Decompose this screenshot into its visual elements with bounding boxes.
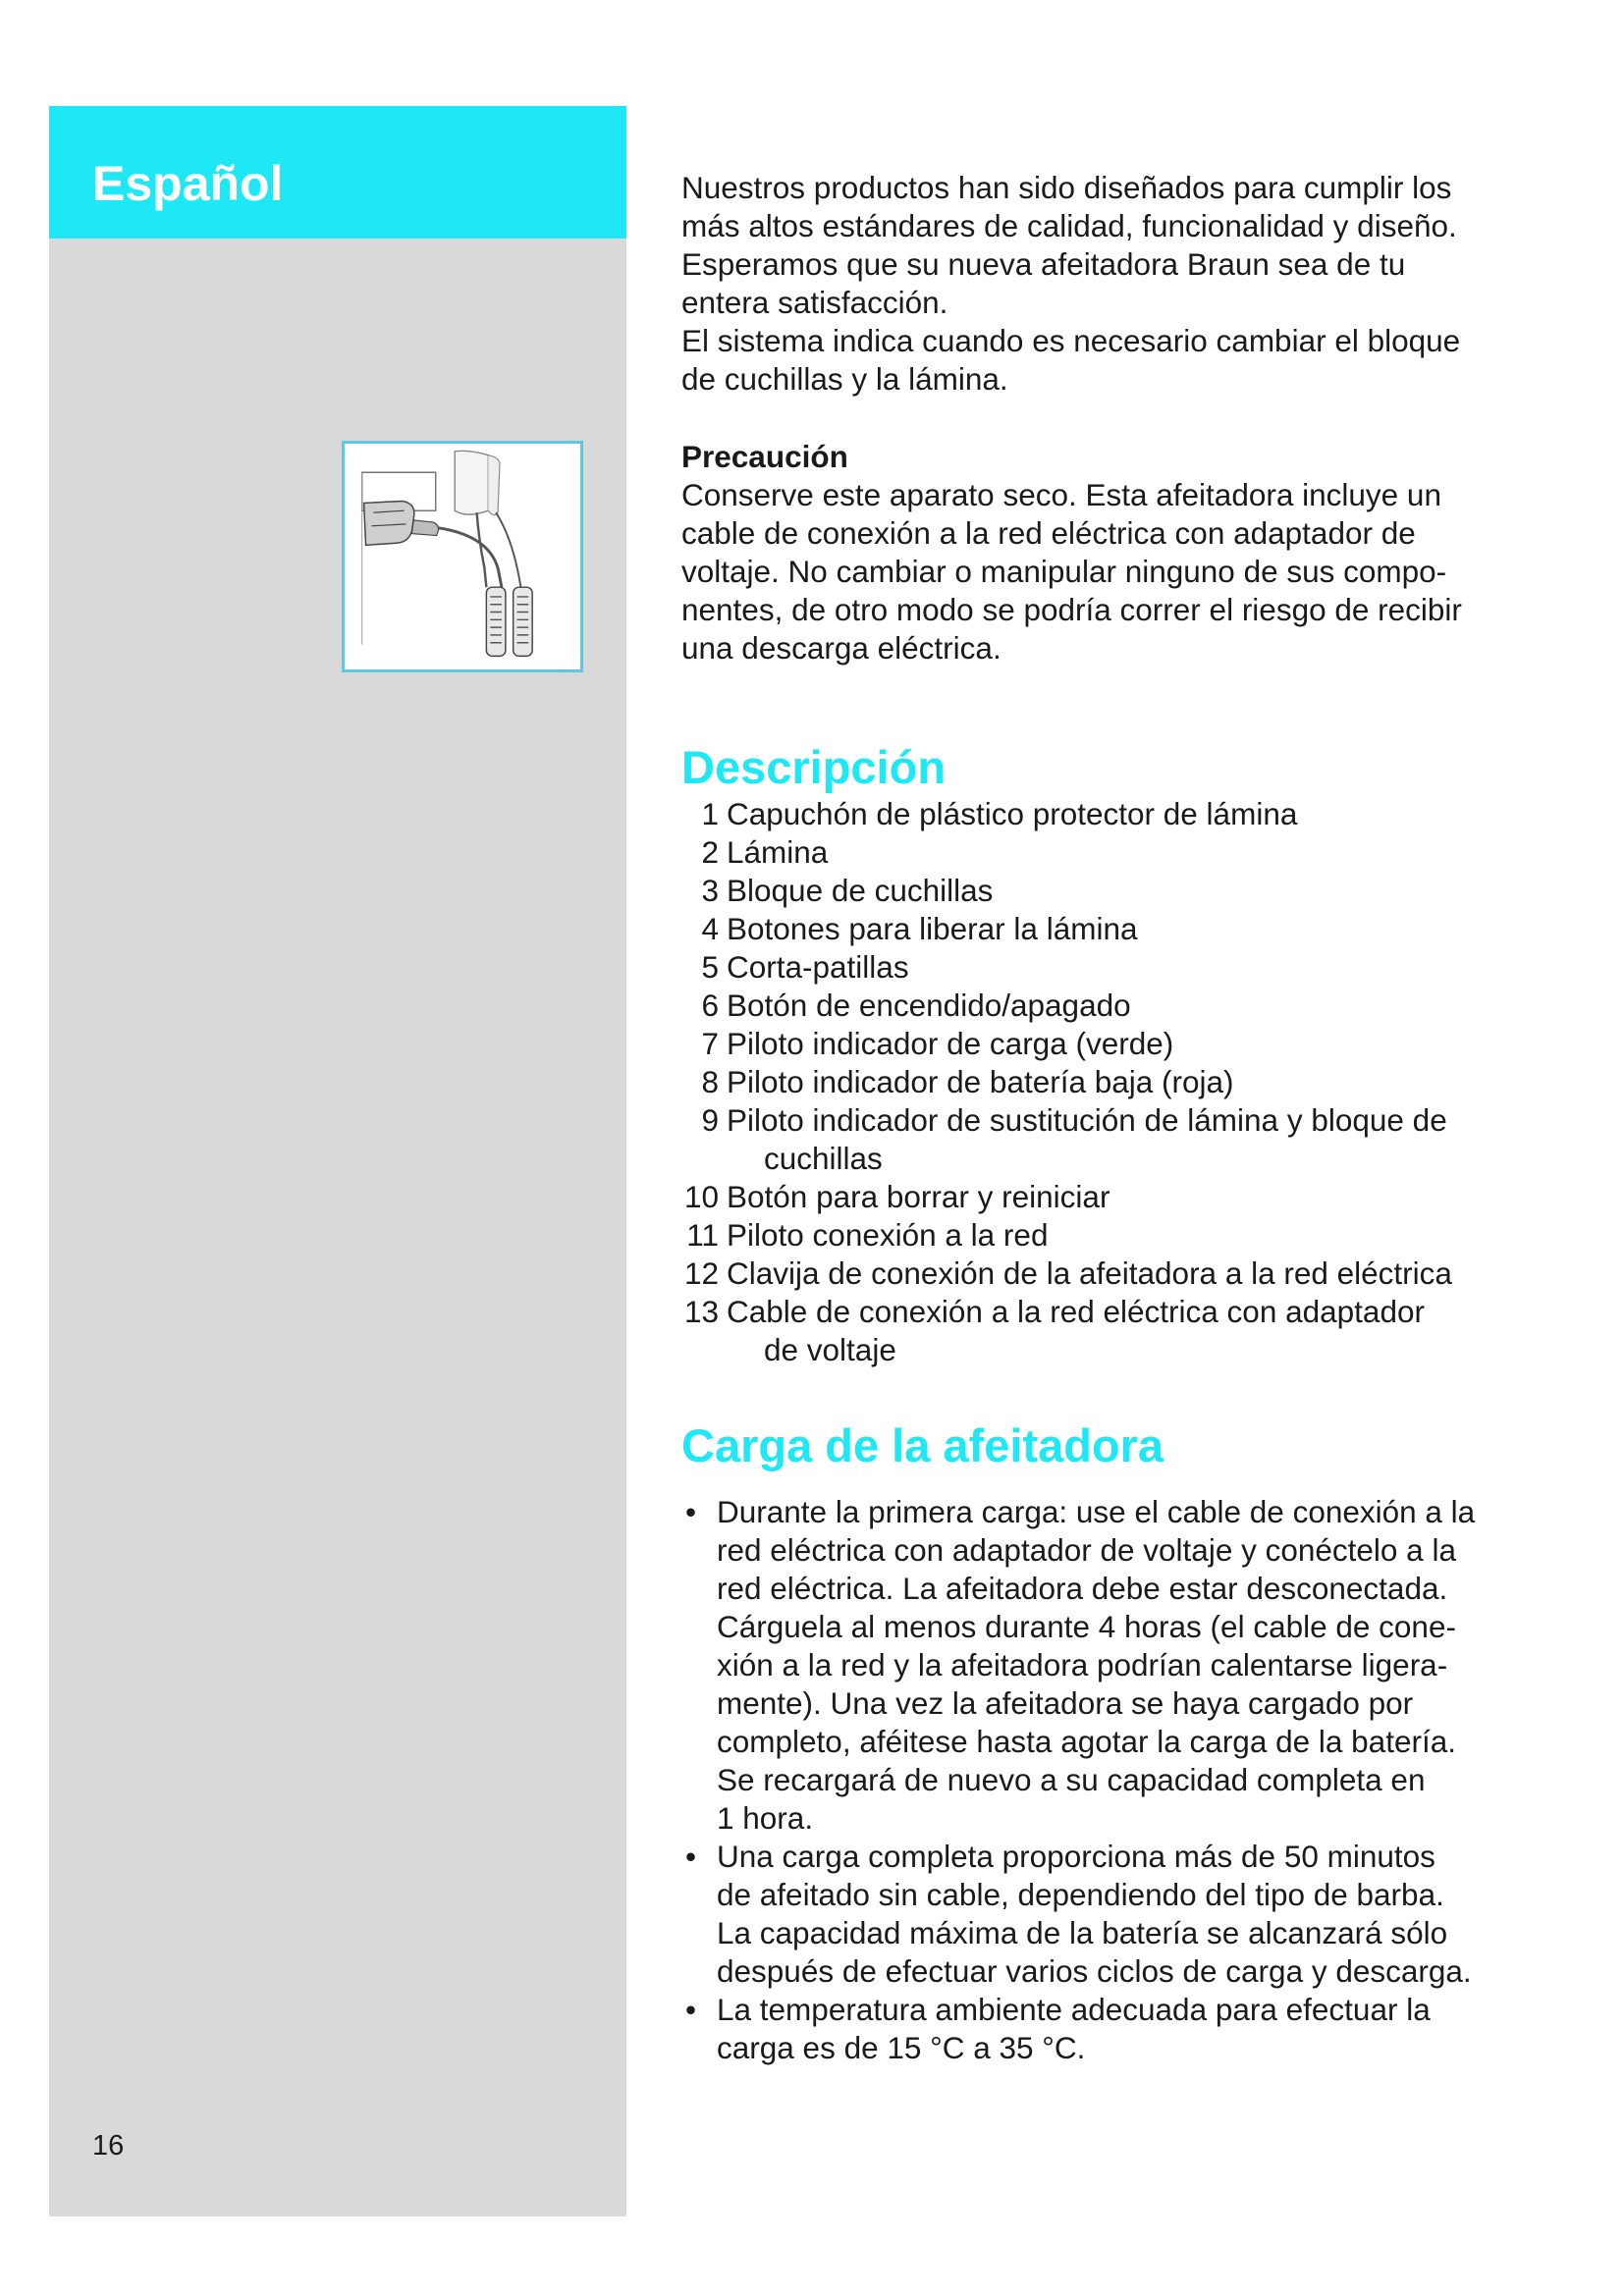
plug-illustration: [342, 441, 583, 672]
power-plug-icon: [345, 444, 580, 669]
description-item: 7 Piloto indicador de carga (verde): [701, 1026, 1174, 1061]
intro-line: El sistema indica cuando es necesario cambiar el bloque: [681, 323, 1461, 358]
charging-bullet: • Una carga completa proporciona más de 50 minutos de afeitado sin cable, dependiendo del tipo de barba. La capacidad máxima de la batería se alcanzará sólo después de efectuar varios ciclos de carga y descarga.: [681, 1838, 1565, 1991]
language-banner: [49, 106, 626, 239]
charging-title: Carga de la afeitadora: [681, 1419, 1164, 1471]
description-item: 3 Bloque de cuchillas: [701, 873, 994, 908]
intro-line: de cuchillas y la lámina.: [681, 361, 1008, 397]
precaution-line: voltaje. No cambiar o manipular ninguno de sus compo-: [681, 554, 1447, 589]
sidebar-panel: [49, 106, 626, 2216]
precaution-paragraph: [681, 476, 1565, 667]
charging-bullet: • Durante la primera carga: use el cable de conexión a la red eléctrica con adaptador de voltaje y conéctelo a la red eléctrica. La afeitadora debe estar desconectada. Cárguela al menos durante 4 horas (el cable de cone- xión a la red y la afeitadora podrían calentarse ligera- mente). Una vez la afeitadora se haya cargado por completo, aféitese hasta agotar la carga de la batería. Se recargará de nuevo a su capacidad completa en 1 hora.: [681, 1493, 1565, 1838]
description-item: 2 Lámina: [701, 834, 829, 870]
charging-bullet: • La temperatura ambiente adecuada para efectuar la carga es de 15 °C a 35 °C.: [681, 1991, 1565, 2067]
description-item: 13 Cable de conexión a la red eléctrica con adaptador de voltaje: [683, 1294, 1425, 1367]
description-item: 9 Piloto indicador de sustitución de lámina y bloque de cuchillas: [701, 1102, 1447, 1176]
main-content: [681, 169, 1565, 2067]
description-item: 11 Piloto conexión a la red: [686, 1217, 1049, 1253]
precaution-line: Conserve este aparato seco. Esta afeitadora incluye un: [681, 477, 1441, 512]
intro-line: Nuestros productos han sido diseñados para cumplir los: [681, 170, 1452, 205]
intro-line: Esperamos que su nueva afeitadora Braun sea de tu: [681, 246, 1406, 282]
precaution-line: cable de conexión a la red eléctrica con adaptador de: [681, 515, 1416, 551]
description-list: [681, 795, 1565, 1369]
intro-line: más altos estándares de calidad, funcionalidad y diseño.: [681, 208, 1457, 243]
precaution-line: nentes, de otro modo se podría correr el riesgo de recibir: [681, 592, 1462, 627]
description-item: 5 Corta-patillas: [701, 949, 909, 985]
precaution-line: una descarga eléctrica.: [681, 630, 1001, 666]
intro-line: entera satisfacción.: [681, 285, 948, 320]
intro-paragraph: [681, 169, 1565, 399]
precaution-heading: Precaución: [681, 439, 848, 474]
description-item: 10 Botón para borrar y reiniciar: [683, 1179, 1110, 1214]
description-item: 6 Botón de encendido/apagado: [701, 988, 1131, 1023]
language-title: Español: [92, 156, 284, 211]
charging-list: [681, 1493, 1565, 2067]
description-title: Descripción: [681, 741, 947, 793]
description-item: 12 Clavija de conexión de la afeitadora a la red eléctrica: [683, 1255, 1452, 1291]
description-item: 4 Botones para liberar la lámina: [701, 911, 1138, 946]
description-item: 8 Piloto indicador de batería baja (roja): [701, 1064, 1234, 1099]
page-number: 16: [92, 2130, 125, 2162]
description-item: 1 Capuchón de plástico protector de lámina: [701, 796, 1298, 831]
